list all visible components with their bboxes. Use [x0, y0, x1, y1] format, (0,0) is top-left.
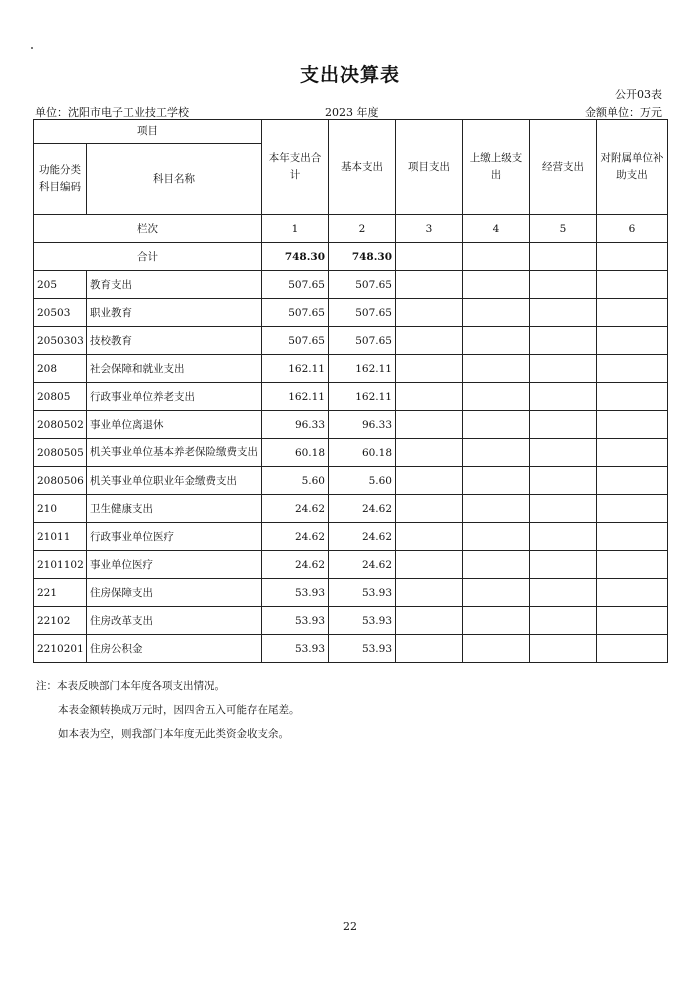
row-total-amount: 162.11 — [262, 383, 329, 411]
row-upper-amount — [463, 299, 530, 327]
row-total-amount: 24.62 — [262, 495, 329, 523]
row-project-amount — [396, 467, 463, 495]
row-subsidy-amount — [597, 607, 668, 635]
row-subsidy-amount — [597, 299, 668, 327]
header-function-code: 功能分类科目编码 — [34, 144, 87, 215]
table-row — [34, 551, 668, 579]
row-code: 2101102 — [34, 551, 87, 579]
row-basic-amount: 507.65 — [329, 271, 396, 299]
row-total-amount: 53.93 — [262, 579, 329, 607]
row-operation-amount — [530, 523, 597, 551]
row-upper-amount — [463, 523, 530, 551]
row-upper-amount — [463, 495, 530, 523]
row-basic-amount: 53.93 — [329, 579, 396, 607]
row-subsidy-amount — [597, 523, 668, 551]
note-line: 本表金额转换成万元时，因四舍五入可能存在尾差。 — [58, 704, 300, 716]
page-number: 22 — [343, 920, 357, 933]
row-subject-name: 事业单位医疗 — [87, 551, 262, 579]
data-rows — [34, 271, 668, 663]
column-index: 6 — [597, 215, 668, 243]
row-total-amount: 162.11 — [262, 355, 329, 383]
row-project-amount — [396, 635, 463, 663]
row-upper-amount — [463, 271, 530, 299]
row-total-amount: 60.18 — [262, 439, 329, 467]
row-basic-amount: 53.93 — [329, 607, 396, 635]
row-project-amount — [396, 439, 463, 467]
row-code: 22102 — [34, 607, 87, 635]
row-subject-name: 机关事业单位职业年金缴费支出 — [87, 467, 262, 495]
row-subject-name: 行政事业单位养老支出 — [87, 383, 262, 411]
row-upper-amount — [463, 355, 530, 383]
total-label: 合计 — [34, 243, 262, 271]
row-upper-amount — [463, 467, 530, 495]
row-total-amount: 24.62 — [262, 551, 329, 579]
note-line: 注：本表反映部门本年度各项支出情况。 — [36, 680, 225, 692]
row-code: 221 — [34, 579, 87, 607]
table-row — [34, 495, 668, 523]
row-total-amount: 507.65 — [262, 327, 329, 355]
row-operation-amount — [530, 635, 597, 663]
row-project-amount — [396, 299, 463, 327]
row-project-amount — [396, 607, 463, 635]
table-row — [34, 467, 668, 495]
row-project-amount — [396, 271, 463, 299]
row-subsidy-amount — [597, 327, 668, 355]
money-unit-label: 金额单位：万元 — [585, 106, 662, 119]
row-subject-name: 卫生健康支出 — [87, 495, 262, 523]
row-project-amount — [396, 355, 463, 383]
row-project-amount — [396, 551, 463, 579]
row-subject-name: 事业单位离退休 — [87, 411, 262, 439]
row-subject-name: 教育支出 — [87, 271, 262, 299]
total-basic-amount: 748.30 — [329, 243, 396, 271]
row-basic-amount: 507.65 — [329, 327, 396, 355]
row-upper-amount — [463, 327, 530, 355]
row-basic-amount: 162.11 — [329, 355, 396, 383]
row-total-amount: 507.65 — [262, 271, 329, 299]
scan-dot — [31, 47, 33, 49]
header-total: 本年支出合计 — [262, 120, 329, 215]
table-row — [34, 607, 668, 635]
table-row — [34, 299, 668, 327]
row-upper-amount — [463, 383, 530, 411]
header-project: 项目 — [34, 120, 262, 144]
row-operation-amount — [530, 439, 597, 467]
row-operation-amount — [530, 299, 597, 327]
row-upper-amount — [463, 607, 530, 635]
row-code: 21011 — [34, 523, 87, 551]
column-index: 5 — [530, 215, 597, 243]
row-operation-amount — [530, 271, 597, 299]
column-index: 1 — [262, 215, 329, 243]
row-total-amount: 53.93 — [262, 607, 329, 635]
row-code: 20503 — [34, 299, 87, 327]
row-subsidy-amount — [597, 495, 668, 523]
form-number: 公开03表 — [615, 88, 662, 101]
row-total-amount: 96.33 — [262, 411, 329, 439]
header-basic: 基本支出 — [329, 120, 396, 215]
total-amount: 748.30 — [262, 243, 329, 271]
row-operation-amount — [530, 467, 597, 495]
row-upper-amount — [463, 635, 530, 663]
row-basic-amount: 162.11 — [329, 383, 396, 411]
row-operation-amount — [530, 355, 597, 383]
column-index: 3 — [396, 215, 463, 243]
row-subsidy-amount — [597, 355, 668, 383]
row-code: 2080506 — [34, 467, 87, 495]
table-row — [34, 411, 668, 439]
row-basic-amount: 24.62 — [329, 523, 396, 551]
row-code: 2050303 — [34, 327, 87, 355]
header-operation: 经营支出 — [530, 120, 597, 215]
row-subject-name: 住房保障支出 — [87, 579, 262, 607]
row-basic-amount: 24.62 — [329, 495, 396, 523]
row-subject-name: 职业教育 — [87, 299, 262, 327]
header-project-expenditure: 项目支出 — [396, 120, 463, 215]
row-subsidy-amount — [597, 271, 668, 299]
table-row — [34, 439, 668, 467]
header-subsidy: 对附属单位补助支出 — [597, 120, 668, 215]
row-subject-name: 机关事业单位基本养老保险缴费支出 — [87, 439, 262, 467]
row-code: 2080505 — [34, 439, 87, 467]
row-project-amount — [396, 579, 463, 607]
row-basic-amount: 5.60 — [329, 467, 396, 495]
row-subject-name: 住房公积金 — [87, 635, 262, 663]
table-row — [34, 383, 668, 411]
table-row — [34, 635, 668, 663]
row-subsidy-amount — [597, 579, 668, 607]
row-code: 2210201 — [34, 635, 87, 663]
row-operation-amount — [530, 327, 597, 355]
table-row — [34, 271, 668, 299]
row-subject-name: 技校教育 — [87, 327, 262, 355]
row-code: 205 — [34, 271, 87, 299]
row-basic-amount: 60.18 — [329, 439, 396, 467]
column-index: 4 — [463, 215, 530, 243]
row-project-amount — [396, 495, 463, 523]
row-code: 2080502 — [34, 411, 87, 439]
header-upper-payment: 上缴上级支出 — [463, 120, 530, 215]
year-label: 2023 年度 — [325, 106, 379, 119]
row-upper-amount — [463, 579, 530, 607]
note-line: 如本表为空，则我部门本年度无此类资金收支余。 — [58, 728, 289, 740]
row-total-amount: 507.65 — [262, 299, 329, 327]
page-title: 支出决算表 — [299, 64, 400, 86]
row-total-amount: 5.60 — [262, 467, 329, 495]
row-operation-amount — [530, 383, 597, 411]
table-row — [34, 579, 668, 607]
row-subsidy-amount — [597, 635, 668, 663]
row-subject-name: 行政事业单位医疗 — [87, 523, 262, 551]
row-basic-amount: 96.33 — [329, 411, 396, 439]
row-operation-amount — [530, 551, 597, 579]
table-row — [34, 355, 668, 383]
row-project-amount — [396, 523, 463, 551]
row-code: 210 — [34, 495, 87, 523]
row-subject-name: 社会保障和就业支出 — [87, 355, 262, 383]
row-total-amount: 53.93 — [262, 635, 329, 663]
row-project-amount — [396, 411, 463, 439]
row-code: 208 — [34, 355, 87, 383]
row-operation-amount — [530, 579, 597, 607]
expenditure-table — [33, 119, 668, 663]
column-index-label: 栏次 — [34, 215, 262, 243]
row-subsidy-amount — [597, 551, 668, 579]
row-subsidy-amount — [597, 467, 668, 495]
row-upper-amount — [463, 551, 530, 579]
table-row — [34, 327, 668, 355]
column-index: 2 — [329, 215, 396, 243]
row-subject-name: 住房改革支出 — [87, 607, 262, 635]
total-row — [34, 243, 668, 271]
table-row — [34, 523, 668, 551]
row-upper-amount — [463, 439, 530, 467]
row-basic-amount: 53.93 — [329, 635, 396, 663]
row-operation-amount — [530, 607, 597, 635]
row-operation-amount — [530, 495, 597, 523]
row-total-amount: 24.62 — [262, 523, 329, 551]
unit-label: 单位：沈阳市电子工业技工学校 — [35, 106, 189, 119]
row-project-amount — [396, 327, 463, 355]
row-subsidy-amount — [597, 383, 668, 411]
notes — [36, 674, 300, 746]
row-code: 20805 — [34, 383, 87, 411]
row-project-amount — [396, 383, 463, 411]
row-upper-amount — [463, 411, 530, 439]
header-subject-name: 科目名称 — [87, 144, 262, 215]
row-operation-amount — [530, 411, 597, 439]
row-subsidy-amount — [597, 411, 668, 439]
row-basic-amount: 24.62 — [329, 551, 396, 579]
row-basic-amount: 507.65 — [329, 299, 396, 327]
row-subsidy-amount — [597, 439, 668, 467]
